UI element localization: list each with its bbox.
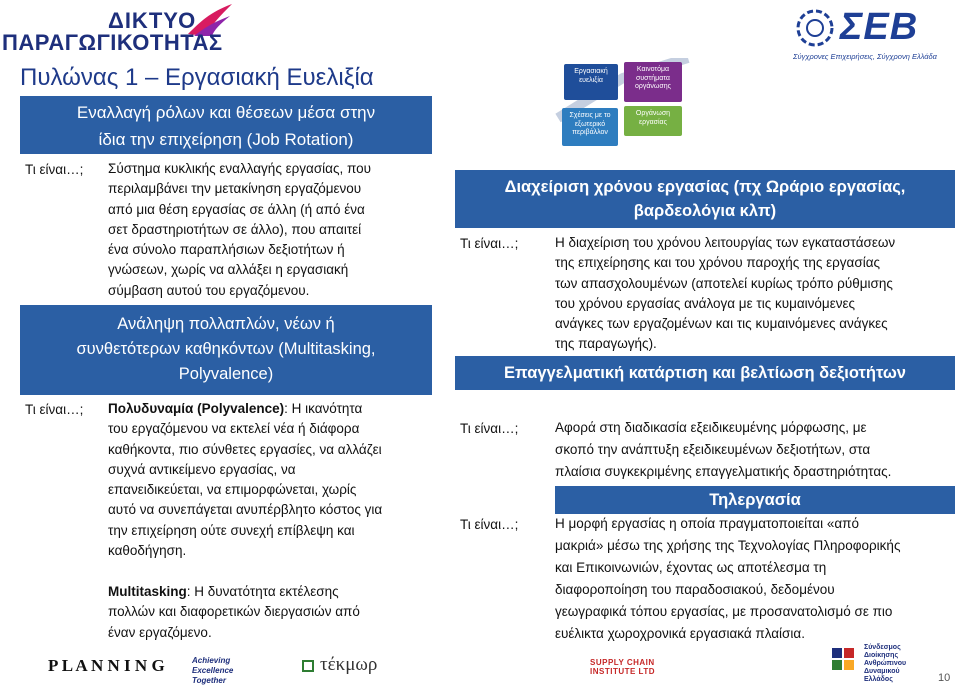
text-line: έναν εργαζόμενο. [108,624,212,640]
polyvalence-term: Πολυδυναμία (Polyvalence) [108,401,285,416]
multitasking-title-line1: Ανάληψη πολλαπλών, νέων ή [117,315,335,333]
diagram-box-flexibility: Εργασιακή ευελιξία [564,64,618,100]
text-line: Σύνδεσμος [864,644,901,651]
text-line: του εργαζόμενου να εκτελεί νέα ή διάφορα [108,421,360,437]
text-line: της επιχείρησης και του χρόνου παροχής της εργασίας [555,255,881,271]
tekmor-logo: τέκμωρ [320,654,378,675]
planning-logo: P L A N N I N G [48,656,165,675]
text-line: ένα σύνολο παραπλήσιων δεξιοτήτων ή [108,242,345,258]
text-line: Δυναμικού [864,668,900,675]
text-line: σετ δραστηριοτήτων σε άλλο), που απαιτεί [108,221,362,237]
text-line: Together [192,676,226,685]
text-line: μακριά» μέσω της χρήσης της Τεχνολογίας Πληροφορικής [555,538,901,553]
multitasking-title-line3: Polyvalence) [178,365,274,383]
page-title: Πυλώνας 1 – Εργασιακή Ευελιξία [20,64,374,91]
text-line: συχνά αντικείμενο εργασίας, να [108,461,296,477]
text-line: σύμβαση αυτού του εργαζόμενου. [108,282,310,298]
multitasking-header [20,305,432,395]
sev-emblem-icon [795,8,835,48]
polyvalence-first-line: : Η ικανότητα [284,401,363,416]
text-line: περιλαμβάνει την μετακίνηση εργαζόμενου [108,181,362,197]
telework-title: Τηλεργασία [709,491,801,509]
text-line: καθήκοντα, πιο σύνθετες εργασίες, να αλλάζει [108,441,382,457]
text-line: Αφορά στη διαδικασία εξειδικευμένης μόρφωσης, με [555,420,867,435]
training-title: Επαγγελματική κατάρτιση και βελτίωση δεξιοτήτων [504,364,906,382]
text-line: πολλών και διαφορετικών διεργασιών από [108,604,360,620]
job-rotation-title-line1: Εναλλαγή ρόλων και θέσεων μέσα στην [76,103,376,122]
multitasking-first-line: : Η δυνατότητα εκτέλεσης [186,584,339,599]
achieving-excellence-logo [192,656,233,686]
text-line: επανειδικεύεται, να επιμορφώνεται, χωρίς [108,482,357,498]
tekmor-square-icon [302,660,314,672]
hr-association-logo [864,644,906,684]
text-line: Η διαχείριση του χρόνου λειτουργίας των εγκαταστάσεων [555,235,896,250]
logo-text-line2: ΠΑΡΑΓΩΓΙΚΟΤΗΤΑΣ [2,30,223,55]
multitasking-title-line2: συνθετότερων καθηκόντων (Multitasking, [76,340,376,358]
text-line: του χρόνου εργασίας ανάλογα με τις κυμαινόμενες [555,295,855,311]
sev-tagline: Σύγχρονες Επιχειρήσεις, Σύγχρονη Ελλάδα [793,52,937,61]
job-rotation-description [108,159,428,301]
what-is-label-2: Τι είναι…; [25,402,84,417]
what-is-label-3: Τι είναι…; [460,236,519,251]
multitasking-term: Multitasking [108,584,187,599]
diagram-box-work-organization: Οργάνωση εργασίας [624,106,682,136]
job-rotation-title-line2: ίδια την επιχείρηση (Job Rotation) [98,130,354,149]
text-line: των απασχολουμένων (αποτελεί κυρίως τρόπο ρύθμισης [555,275,893,291]
what-is-label-5: Τι είναι…; [460,517,519,532]
logo-text-line1: ΔΙΚΤΥΟ [108,8,197,33]
text-line: SUPPLY CHAIN [590,658,655,667]
text-line: Achieving [192,656,231,665]
text-line: καθοδήγηση. [108,543,187,559]
flexibility-diagram [548,58,698,164]
text-line: INSTITUTE LTD [590,667,656,676]
supply-chain-logo [590,658,655,676]
text-line: γνώσεων, χωρίς να αλλάξει η εργασιακή [108,262,349,278]
text-line: ευέλικτα χωροχρονικά εργασιακά πλαίσια. [555,626,805,641]
what-is-label-4: Τι είναι…; [460,421,519,436]
text-line: Διοίκησης [864,652,899,659]
time-management-header [455,170,955,228]
time-management-title-line1: Διαχείριση χρόνου εργασίας (πχ Ωράριο εργασίας, [504,178,906,196]
text-line: σκοπό την ανάπτυξη εξειδικευμένων δεξιοτήτων, στα [555,442,871,457]
text-line: Η μορφή εργασίας η οποία πραγματοποιείται «από [555,516,859,531]
time-management-title-line2: βαρδεολόγια κλπ) [633,202,777,220]
job-rotation-header [20,96,432,154]
text-line: ανάγκες των εργαζομένων και τις κυμαινόμενες ανάγκες [555,316,888,332]
diagram-box-innovation: Καινοτόμα συστήματα οργάνωσης [624,62,682,102]
text-line: Excellence [192,666,234,675]
text-line: γεωγραφικά τόπου εργασίας, με προσανατολισμό σε πιο [555,604,893,619]
hr-association-emblem-icon [830,644,862,682]
text-line: Ανθρώπινου [864,660,907,667]
what-is-label-1: Τι είναι…; [25,162,84,177]
page-number: 10 [938,672,951,684]
text-line [108,399,428,419]
text-line: διαφοροποίηση του παραδοσιακού, δεδομένου [555,582,835,597]
telework-description [555,513,955,645]
text-line: Ελλάδος [864,676,893,683]
text-line: της παραγωγής). [555,336,657,352]
telework-header [555,486,955,514]
text-line: την επιχείρηση ούτε συνεχή επίβλεψη και [108,522,355,538]
time-management-description [555,233,955,355]
sev-logo [785,6,955,66]
text-line [108,582,428,602]
training-header [455,356,955,390]
text-line: και Επικοινωνιών, έχοντας ως αποτέλεσμα τη [555,560,827,575]
diagram-box-external-relations: Σχέσεις με το εξωτερικό περιβάλλον [562,108,618,146]
polyvalence-description [108,399,428,561]
multitasking-description [108,582,428,643]
sev-wordmark: ΣΕΒ [840,6,919,48]
diktyo-paragogikotitas-logo [0,0,240,64]
text-line: από μια θέση εργασίας σε άλλη (ή από ένα [108,201,365,217]
text-line: Σύστημα κυκλικής εναλλαγής εργασίας, που [108,161,371,176]
text-line: αυτό να συνεπάγεται ανυπέρβλητο κόστος για [108,502,383,518]
training-description [555,417,955,483]
text-line: πλαίσια συγκεκριμένης επαγγελματικής δραστηριότητας. [555,464,892,479]
